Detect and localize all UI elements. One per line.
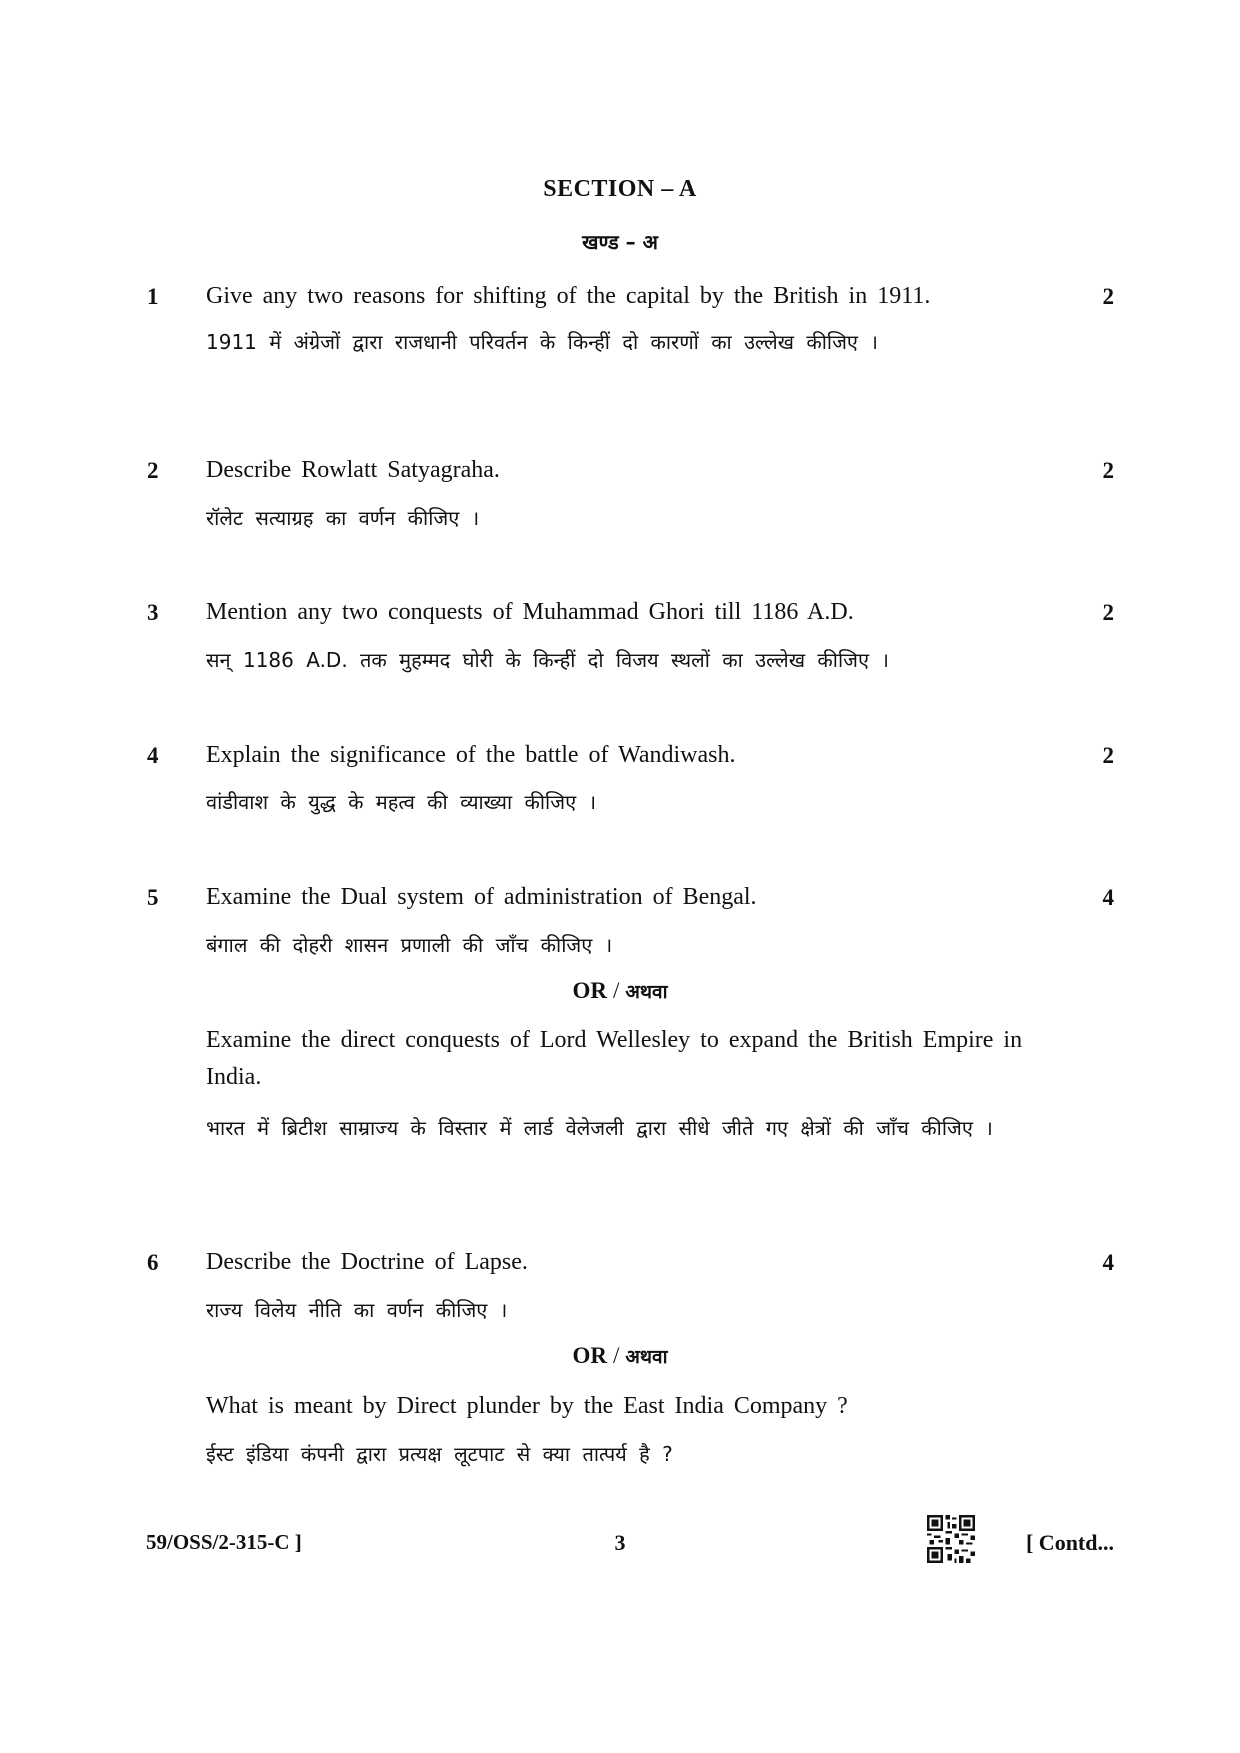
- question-marks: 2: [1102, 743, 1114, 768]
- question-number: 1: [147, 284, 159, 309]
- question-text-en: Mention any two conquests of Muhammad Ghori till 1186 A.D.: [206, 599, 854, 625]
- question-alt-text-en: What is meant by Direct plunder by the East India Company ?: [206, 1393, 848, 1419]
- question-text-en: Describe the Doctrine of Lapse.: [206, 1249, 528, 1275]
- question-number: 6: [147, 1250, 159, 1275]
- question-marks: 4: [1102, 885, 1114, 910]
- question-text-hi: रॉलेट सत्याग्रह का वर्णन कीजिए ।: [206, 506, 480, 530]
- question-text-hi: वांडीवाश के युद्ध के महत्व की व्याख्या कीजिए ।: [206, 790, 597, 814]
- question-text-hi: सन् 1186 A.D. तक मुहम्मद घोरी के किन्हीं दो विजय स्थलों का उल्लेख कीजिए ।: [206, 648, 889, 672]
- question-text-en: Give any two reasons for shifting of the capital by the British in 1911.: [206, 283, 931, 309]
- paper-code: 59/OSS/2-315-C ]: [146, 1530, 302, 1554]
- or-divider: [0, 978, 1240, 1004]
- section-title-hi: खण्ड – अ: [582, 230, 658, 254]
- question-marks: 2: [1102, 600, 1114, 625]
- or-separator: /: [612, 978, 620, 1003]
- question-number: 2: [147, 458, 159, 483]
- question-number: 4: [147, 743, 159, 768]
- question-text-en: Examine the Dual system of administration of Bengal.: [206, 884, 757, 910]
- section-title-en: SECTION – A: [543, 176, 697, 202]
- question-number: 5: [147, 885, 159, 910]
- or-label-hi: अथवा: [625, 1346, 668, 1368]
- or-divider: [0, 1343, 1240, 1369]
- question-number: 3: [147, 600, 159, 625]
- or-label-en: OR: [572, 1343, 607, 1368]
- question-alt-text-hi: ईस्ट इंडिया कंपनी द्वारा प्रत्यक्ष लूटपाट से क्या तात्पर्य है ?: [206, 1442, 673, 1466]
- qr-code-icon: [927, 1515, 975, 1563]
- question-text-hi: राज्य विलेय नीति का वर्णन कीजिए ।: [206, 1298, 508, 1322]
- question-text-hi: 1911 में अंग्रेजों द्वारा राजधानी परिवर्तन के किन्हीं दो कारणों का उल्लेख कीजिए ।: [206, 330, 878, 354]
- question-alt-text-hi: भारत में ब्रिटीश साम्राज्य के विस्तार में लार्ड वेलेजली द्वारा सीधे जीते गए क्षेत्रों की जाँच कीजिए ।: [206, 1116, 993, 1140]
- question-marks: 2: [1102, 458, 1114, 483]
- continued-label: [ Contd...: [1025, 1530, 1114, 1555]
- question-text-hi: बंगाल की दोहरी शासन प्रणाली की जाँच कीजिए ।: [206, 933, 613, 957]
- or-separator: /: [612, 1343, 620, 1368]
- or-label-en: OR: [572, 978, 607, 1003]
- question-text-en: Explain the significance of the battle of Wandiwash.: [206, 742, 736, 768]
- question-alt-text-en: Examine the direct conquests of Lord Wellesley to expand the British Empire in India.: [206, 1027, 1023, 1090]
- question-marks: 4: [1102, 1250, 1114, 1275]
- or-label-hi: अथवा: [625, 981, 668, 1003]
- question-text-en: Describe Rowlatt Satyagraha.: [206, 457, 500, 483]
- page-number: 3: [614, 1530, 626, 1555]
- question-marks: 2: [1102, 284, 1114, 309]
